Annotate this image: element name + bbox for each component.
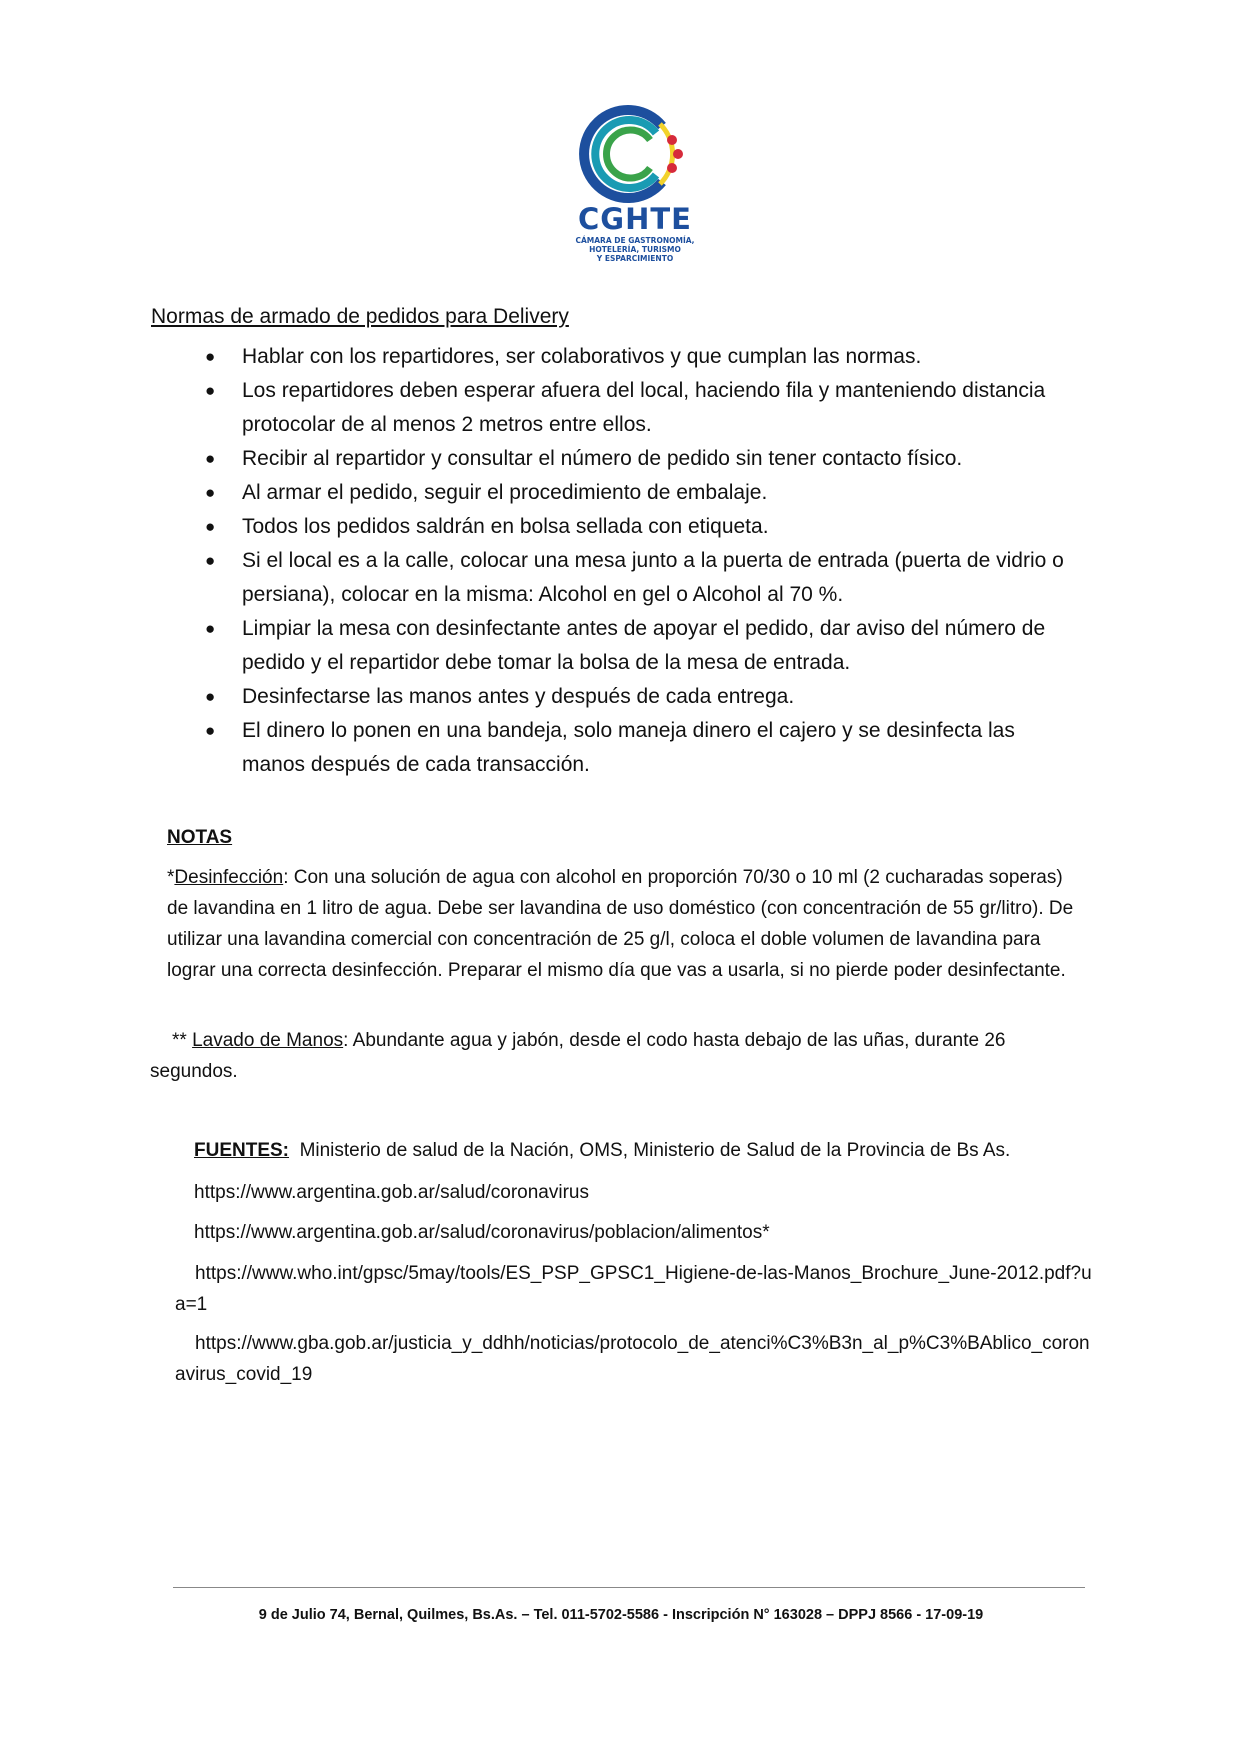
bullet-icon: ● <box>205 517 216 536</box>
note-prefix: * <box>167 867 175 888</box>
source-link[interactable]: https://www.gba.gob.ar/justicia_y_ddhh/noticias/protocolo_de_atenci%C3%B3n_al_p%C3%BAblico_coronavirus_covid_19 <box>175 1333 1090 1385</box>
list-item <box>0 340 1072 374</box>
list-item-text: Todos los pedidos saldrán en bolsa sellada con etiqueta. <box>242 515 769 538</box>
list-item <box>0 510 1072 544</box>
list-item <box>0 680 1072 714</box>
logo-subtitle-line: Y ESPARCIMIENTO <box>596 254 674 263</box>
list-item-text: Los repartidores deben esperar afuera del local, haciendo fila y manteniendo distancia protocolar de al menos 2 metros entre ellos. <box>242 379 1046 436</box>
bullet-icon: ● <box>205 687 216 706</box>
logo-subtitle-line: CÁMARA DE GASTRONOMÍA, <box>575 236 695 245</box>
list-item <box>0 714 1072 782</box>
list-item <box>0 612 1072 680</box>
source-link[interactable]: https://www.argentina.gob.ar/salud/coronavirus <box>194 1182 589 1203</box>
list-item-text: Al armar el pedido, seguir el procedimiento de embalaje. <box>242 481 768 504</box>
bullet-icon: ● <box>205 551 216 570</box>
list-item <box>0 476 1072 510</box>
logo-subtitle <box>570 236 700 263</box>
list-item-text: El dinero lo ponen en una bandeja, solo maneja dinero el cajero y se desinfecta las manos después de cada transacción. <box>242 719 1015 776</box>
note-prefix: ** <box>172 1030 193 1051</box>
cghte-logo <box>570 104 700 274</box>
cghte-logo-mark-icon <box>570 104 700 204</box>
footer-divider <box>173 1587 1085 1588</box>
rules-list <box>0 340 1072 782</box>
note-text: : Con una solución de agua con alcohol en proporción 70/30 o 10 ml (2 cucharadas soperas) de lavandina en 1 litro de agua. Debe ser lavandina de uso doméstico (con concentración de 55 gr/litro). De utilizar una lavandina comercial con concentración de 25 g/l, coloca el doble volumen de lavandina para lograr una correcta desinfección. Preparar el mismo día que vas a usarla, si no pierde poder desinfectante. <box>167 867 1074 981</box>
note-term: Desinfección <box>174 867 284 888</box>
bullet-icon: ● <box>205 619 216 638</box>
note-text: : Abundante agua y jabón, desde el codo hasta debajo de las uñas, durante 26 segundos. <box>150 1030 1006 1082</box>
note-disinfection <box>167 862 1087 986</box>
bullet-icon: ● <box>205 483 216 502</box>
note-term: Lavado de Manos <box>192 1030 344 1051</box>
list-item-text: Si el local es a la calle, colocar una mesa junto a la puerta de entrada (puerta de vidrio o persiana), colocar en la misma: Alcohol en gel o Alcohol al 70 %. <box>242 549 1064 606</box>
bullet-icon: ● <box>205 449 216 468</box>
logo-subtitle-line: HOTELERÍA, TURISMO <box>589 245 681 254</box>
sources-label: FUENTES: <box>194 1140 289 1161</box>
sources-text: Ministerio de salud de la Nación, OMS, Ministerio de Salud de la Provincia de Bs As. <box>299 1140 1011 1161</box>
bullet-icon: ● <box>205 381 216 400</box>
bullet-icon: ● <box>205 347 216 366</box>
source-link[interactable]: https://www.argentina.gob.ar/salud/coronavirus/poblacion/alimentos* <box>194 1222 770 1243</box>
bullet-icon: ● <box>205 721 216 740</box>
source-link[interactable]: https://www.who.int/gpsc/5may/tools/ES_PSP_GPSC1_Higiene-de-las-Manos_Brochure_June-2012.pdf?ua=1 <box>175 1263 1092 1315</box>
page-title: Normas de armado de pedidos para Delivery <box>151 305 569 328</box>
list-item <box>0 374 1072 442</box>
list-item <box>0 442 1072 476</box>
note-handwashing <box>150 1025 1090 1087</box>
list-item-text: Recibir al repartidor y consultar el número de pedido sin tener contacto físico. <box>242 447 963 470</box>
list-item <box>0 544 1072 612</box>
list-item-text: Limpiar la mesa con desinfectante antes de apoyar el pedido, dar aviso del número de pedido y el repartidor debe tomar la bolsa de la mesa de entrada. <box>242 617 1046 674</box>
sources-line <box>194 1140 1010 1162</box>
notes-heading: NOTAS <box>167 827 233 848</box>
logo-name: CGHTE <box>578 202 692 236</box>
list-item-text: Desinfectarse las manos antes y después de cada entrega. <box>242 685 795 708</box>
list-item-text: Hablar con los repartidores, ser colaborativos y que cumplan las normas. <box>242 345 922 368</box>
footer-address: 9 de Julio 74, Bernal, Quilmes, Bs.As. – Tel. 011-5702-5586 - Inscripción N° 163028 – DPPJ 8566 - 17-09-19 <box>258 1607 984 1623</box>
